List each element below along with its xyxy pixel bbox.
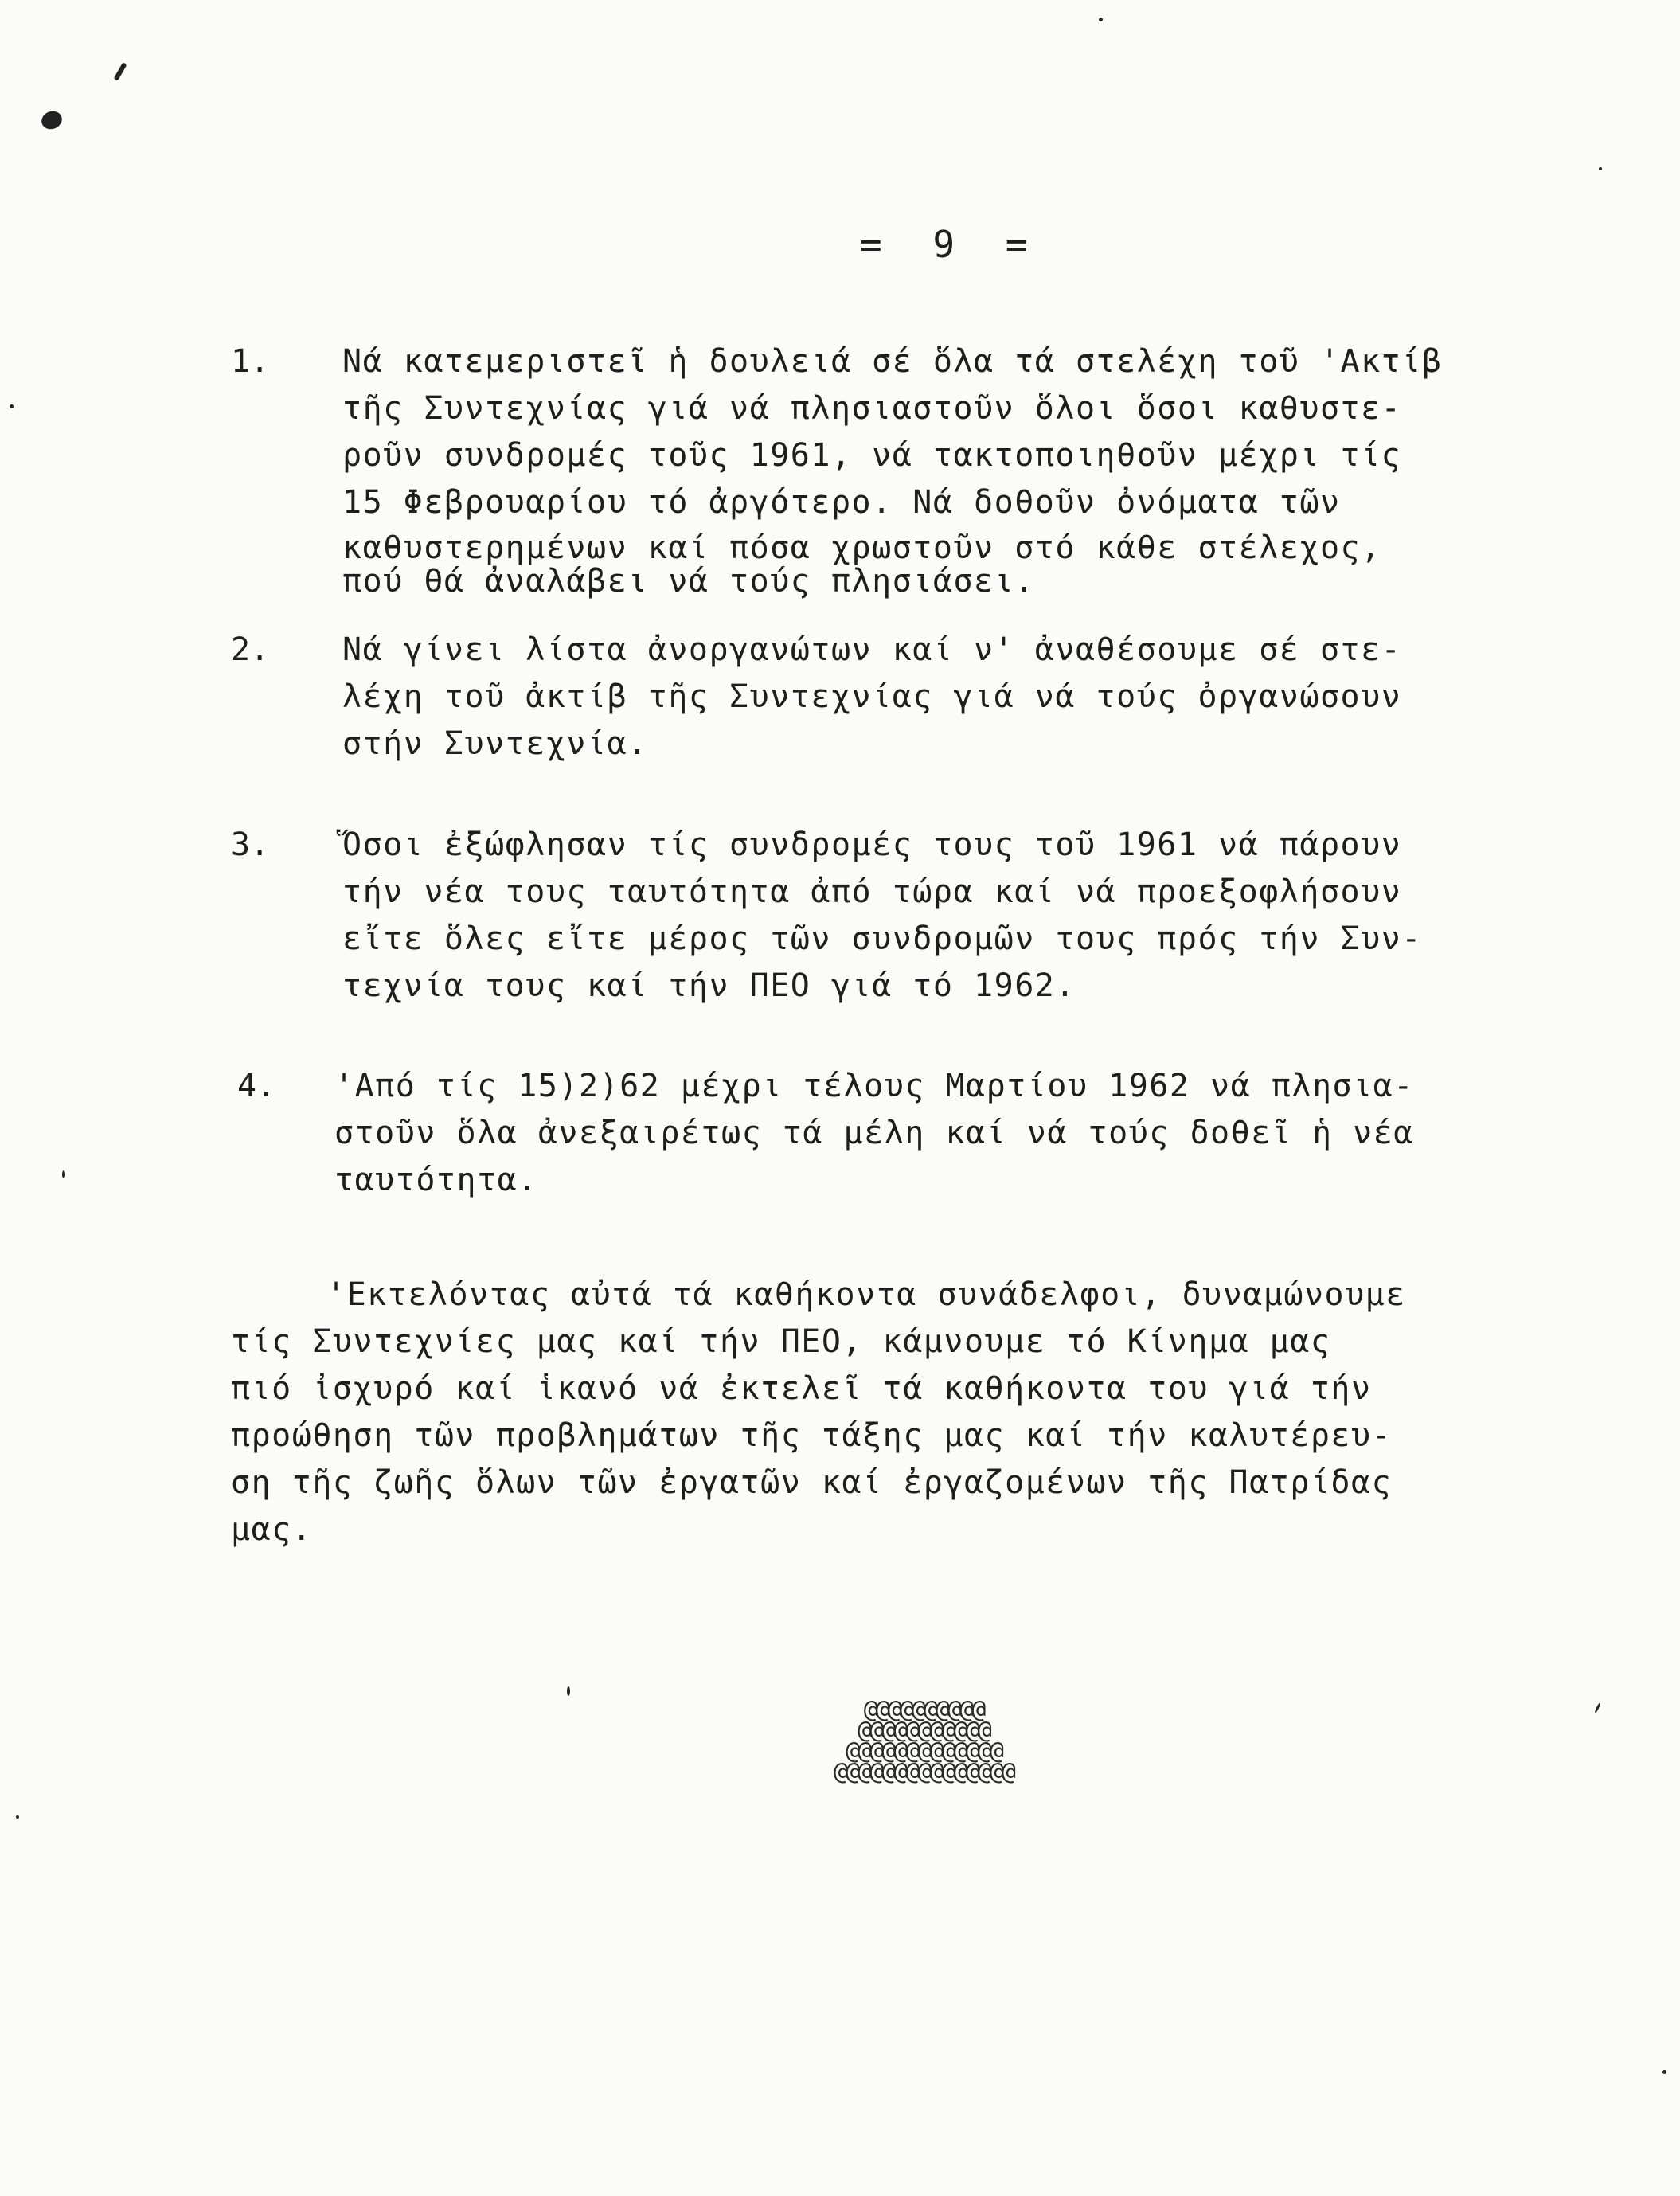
ornament-line: @@@@@@@@@@: [863, 1696, 984, 1724]
list-item-number: 1.: [231, 343, 270, 380]
text-line: Νά κατεμεριστεῖ ἡ δουλειά σέ ὅλα τά στελέχη τοῦ 'Ακτίβ: [342, 343, 1443, 380]
list-item-text: [342, 338, 1640, 598]
scan-speck: [39, 108, 64, 132]
text-line: πιό ἰσχυρό καί ἱκανό νά ἐκτελεῖ τά καθήκοντα του γιά τήν: [231, 1370, 1372, 1407]
text-line: τεχνία τους καί τήν ΠΕΟ γιά τό 1962.: [342, 967, 1076, 1004]
text-line: ταυτότητα.: [334, 1162, 538, 1198]
text-line: εἴτε ὅλες εἴτε μέρος τῶν συνδρομῶν τους πρός τήν Συν-: [342, 920, 1422, 957]
list-item-number: 3.: [231, 826, 270, 863]
text-line: τήν νέα τους ταυτότητα ἀπό τώρα καί νά προεξοφλήσουν: [342, 873, 1402, 910]
text-line: προώθηση τῶν προβλημάτων τῆς τάξης μας καί τήν καλυτέρευ-: [231, 1417, 1393, 1454]
text-line: τῆς Συντεχνίας γιά νά πλησιαστοῦν ὅλοι ὅσοι καθυστε-: [342, 390, 1402, 427]
text-line: μας.: [231, 1511, 313, 1548]
text-line: καθυστερημένων καί πόσα χρωστοῦν στό κάθε στέλεχος,: [342, 529, 1381, 566]
text-line: ροῦν συνδρομές τοῦς 1961, νά τακτοποιηθοῦν μέχρι τίς: [342, 437, 1402, 474]
scan-speck: [567, 1686, 570, 1696]
list-item-number: 4.: [237, 1068, 276, 1104]
end-ornament: [701, 1696, 1147, 1786]
text-line: στοῦν ὅλα ἀνεξαιρέτως τά μέλη καί νά τούς δοθεῖ ἡ νέα: [334, 1115, 1414, 1151]
scan-speck: [1099, 18, 1103, 21]
ornament-line: @@@@@@@@@@@: [858, 1717, 990, 1745]
text-line: πού θά ἀναλάβει νά τούς πλησιάσει.: [342, 563, 1035, 600]
text-line: λέχη τοῦ ἀκτίβ τῆς Συντεχνίας γιά νά τούς ὀργανώσουν: [342, 678, 1402, 715]
text-line: 15 Φεβρουαρίου τό ἀργότερο. Νά δοθοῦν ὀνόματα τῶν: [342, 484, 1341, 521]
ornament-line: @@@@@@@@@@@@@: [846, 1737, 1002, 1765]
scan-speck: [1662, 2070, 1666, 2074]
scan-speck: [1594, 1702, 1601, 1713]
page-number: = 9 =: [860, 223, 1042, 266]
list-item-number: 2.: [231, 631, 270, 668]
scan-speck: [113, 62, 127, 81]
list-item-text: [342, 627, 1640, 768]
list-item-text: [334, 1063, 1640, 1204]
text-line: Ὅσοι ἐξώφλησαν τίς συνδρομές τους τοῦ 1961 νά πάρουν: [342, 826, 1402, 863]
list-item-text: [342, 822, 1640, 1010]
scan-speck: [1599, 167, 1602, 170]
closing-paragraph: [231, 1272, 1648, 1553]
text-line: ση τῆς ζωῆς ὅλων τῶν ἐργατῶν καί ἐργαζομένων τῆς Πατρίδας: [231, 1464, 1393, 1501]
ornament-line: @@@@@@@@@@@@@@@: [834, 1758, 1014, 1786]
text-line: 'Εκτελόντας αὐτά τά καθήκοντα συνάδελφοι, δυναμώνουμε: [326, 1276, 1406, 1313]
text-line: 'Από τίς 15)2)62 μέχρι τέλους Μαρτίου 1962 νά πλησια-: [334, 1068, 1414, 1104]
scan-speck: [62, 1170, 65, 1178]
scan-speck: [10, 404, 14, 408]
text-line: Νά γίνει λίστα ἀνοργανώτων καί ν' ἀναθέσουμε σέ στε-: [342, 631, 1402, 668]
text-line: στήν Συντεχνία.: [342, 725, 648, 762]
scan-speck: [16, 1815, 19, 1819]
text-line: τίς Συντεχνίες μας καί τήν ΠΕΟ, κάμνουμε τό Κίνημα μας: [231, 1323, 1331, 1360]
